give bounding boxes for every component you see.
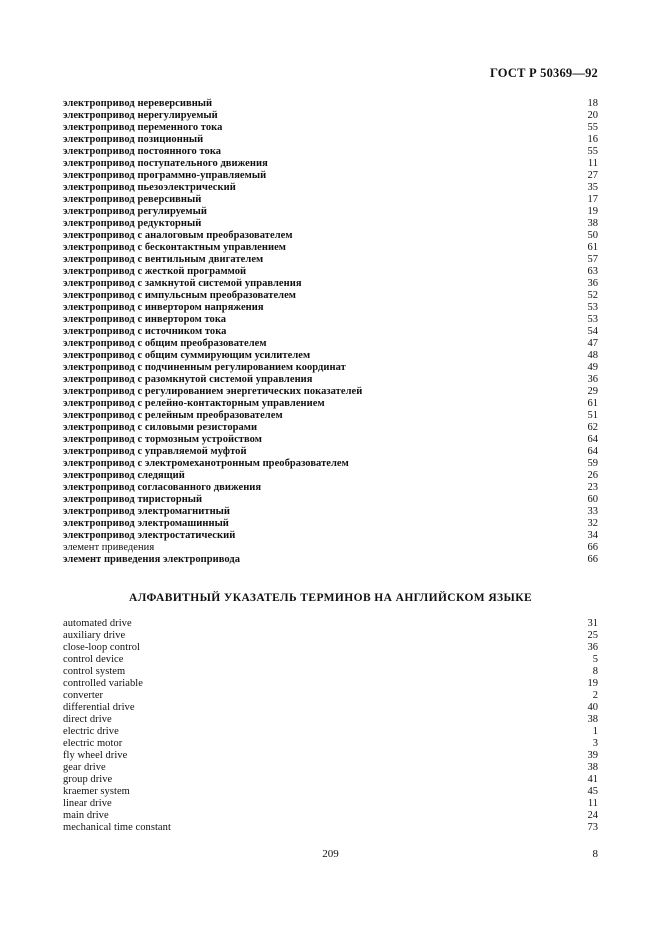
index-entry: [63, 170, 598, 182]
index-page-ref: 52: [587, 290, 598, 301]
index-entry: [63, 618, 598, 630]
index-term: электропривод электромагнитный: [63, 506, 231, 517]
index-entry: [63, 230, 598, 242]
index-term: электропривод нерегулируемый: [63, 110, 218, 121]
index-entry: [63, 122, 598, 134]
index-page-ref: 38: [587, 218, 598, 229]
index-entry: [63, 738, 598, 750]
index-entry: [63, 702, 598, 714]
index-page-ref: 41: [587, 774, 598, 785]
index-entry: [63, 642, 598, 654]
index-page-ref: 66: [587, 554, 598, 565]
index-term: control device: [63, 654, 124, 665]
index-page-ref: 53: [587, 302, 598, 313]
index-entry: [63, 158, 598, 170]
index-entry: [63, 386, 598, 398]
index-page-ref: 36: [587, 278, 598, 289]
index-page-ref: 55: [587, 146, 598, 157]
index-page-ref: 25: [587, 630, 598, 641]
index-entry: [63, 518, 598, 530]
index-page-ref: 64: [587, 446, 598, 457]
index-page-ref: 49: [587, 362, 598, 373]
index-entry: [63, 266, 598, 278]
index-term: электропривод с инвертором напряжения: [63, 302, 264, 313]
index-entry: [63, 726, 598, 738]
index-entry: [63, 482, 598, 494]
index-term: электропривод переменного тока: [63, 122, 223, 133]
index-term: close-loop control: [63, 642, 141, 653]
index-entry: [63, 494, 598, 506]
index-term: электропривод с замкнутой системой управления: [63, 278, 302, 289]
index-term: control system: [63, 666, 126, 677]
index-page-ref: 73: [587, 822, 598, 833]
index-term: электропривод электромашинный: [63, 518, 229, 529]
index-term: electric motor: [63, 738, 123, 749]
index-term: электропривод с разомкнутой системой управления: [63, 374, 313, 385]
index-term: электропривод с регулированием энергетических показателей: [63, 386, 363, 397]
index-page-ref: 51: [587, 410, 598, 421]
index-page-ref: 54: [587, 326, 598, 337]
index-entry: [63, 206, 598, 218]
index-term: электропривод с тормозным устройством: [63, 434, 262, 445]
index-term: gear drive: [63, 762, 106, 773]
index-entry: [63, 314, 598, 326]
index-entry: [63, 110, 598, 122]
index-term: элемент приведения электропривода: [63, 554, 241, 565]
index-page-ref: 20: [587, 110, 598, 121]
index-entry: [63, 666, 598, 678]
index-term: controlled variable: [63, 678, 143, 689]
index-page-ref: 35: [587, 182, 598, 193]
russian-term-index: [63, 98, 598, 566]
index-term: электропривод с управляемой муфтой: [63, 446, 247, 457]
index-entry: [63, 194, 598, 206]
index-page-ref: 3: [592, 738, 598, 749]
index-entry: [63, 362, 598, 374]
index-page-ref: 33: [587, 506, 598, 517]
index-term: электропривод регулируемый: [63, 206, 207, 217]
index-page-ref: 17: [587, 194, 598, 205]
index-entry: [63, 786, 598, 798]
index-page-ref: 59: [587, 458, 598, 469]
index-entry: [63, 338, 598, 350]
index-entry: [63, 134, 598, 146]
index-term: электропривод с силовыми резисторами: [63, 422, 258, 433]
index-page-ref: 5: [592, 654, 598, 665]
index-term: электропривод пьезоэлектрический: [63, 182, 236, 193]
index-entry: [63, 554, 598, 566]
index-term: auxiliary drive: [63, 630, 126, 641]
index-entry: [63, 182, 598, 194]
index-entry: [63, 350, 598, 362]
index-page-ref: 66: [587, 542, 598, 553]
index-term: электропривод с бесконтактным управлением: [63, 242, 287, 253]
index-page-ref: 34: [587, 530, 598, 541]
index-term: group drive: [63, 774, 113, 785]
index-entry: [63, 810, 598, 822]
index-entry: [63, 374, 598, 386]
index-term: electric drive: [63, 726, 119, 737]
index-entry: [63, 254, 598, 266]
index-page-ref: 29: [587, 386, 598, 397]
index-term: электропривод с жесткой программой: [63, 266, 247, 277]
index-entry: [63, 798, 598, 810]
index-entry: [63, 750, 598, 762]
index-term: fly wheel drive: [63, 750, 128, 761]
index-term: элемент приведения: [63, 542, 155, 553]
index-entry: [63, 630, 598, 642]
index-entry: [63, 398, 598, 410]
index-term: электропривод тиристорный: [63, 494, 203, 505]
index-page-ref: 40: [587, 702, 598, 713]
index-entry: [63, 678, 598, 690]
page-number: 209: [322, 848, 339, 860]
index-term: электропривод постоянного тока: [63, 146, 222, 157]
index-page-ref: 47: [587, 338, 598, 349]
index-entry: [63, 530, 598, 542]
index-entry: [63, 762, 598, 774]
index-entry: [63, 410, 598, 422]
index-term: электропривод с электромеханотронным преобразователем: [63, 458, 349, 469]
index-page-ref: 38: [587, 714, 598, 725]
index-term: mechanical time constant: [63, 822, 171, 833]
index-page-ref: 55: [587, 122, 598, 133]
index-term: linear drive: [63, 798, 112, 809]
index-term: электропривод программно-управляемый: [63, 170, 267, 181]
index-term: kraemer system: [63, 786, 130, 797]
index-entry: [63, 506, 598, 518]
index-page-ref: 11: [587, 158, 598, 169]
index-page-ref: 11: [587, 798, 598, 809]
index-term: электропривод согласованного движения: [63, 482, 262, 493]
index-entry: [63, 690, 598, 702]
index-page-ref: 31: [587, 618, 598, 629]
index-term: электропривод поступательного движения: [63, 158, 268, 169]
index-page-ref: 48: [587, 350, 598, 361]
index-term: электропривод с аналоговым преобразователем: [63, 230, 293, 241]
index-page-ref: 32: [587, 518, 598, 529]
index-entry: [63, 470, 598, 482]
index-entry: [63, 422, 598, 434]
index-entry: [63, 458, 598, 470]
index-term: электропривод с общим преобразователем: [63, 338, 267, 349]
index-page-ref: 36: [587, 374, 598, 385]
index-term: main drive: [63, 810, 109, 821]
index-entry: [63, 714, 598, 726]
index-page-ref: 19: [587, 678, 598, 689]
index-page-ref: 1: [592, 726, 598, 737]
index-entry: [63, 302, 598, 314]
index-page-ref: 64: [587, 434, 598, 445]
index-page-ref: 18: [587, 98, 598, 109]
index-page-ref: 36: [587, 642, 598, 653]
index-entry: [63, 326, 598, 338]
english-index-section-title: АЛФАВИТНЫЙ УКАЗАТЕЛЬ ТЕРМИНОВ НА АНГЛИЙСКОМ ЯЗЫКЕ: [128, 592, 533, 604]
index-term: электропривод с подчиненным регулированием координат: [63, 362, 346, 373]
index-page-ref: 24: [587, 810, 598, 821]
index-entry: [63, 218, 598, 230]
index-term: электропривод редукторный: [63, 218, 202, 229]
index-entry: [63, 278, 598, 290]
index-term: электропривод нереверсивный: [63, 98, 213, 109]
index-term: converter: [63, 690, 104, 701]
index-page-ref: 61: [587, 242, 598, 253]
index-entry: [63, 242, 598, 254]
index-page-ref: 62: [587, 422, 598, 433]
index-entry: [63, 654, 598, 666]
index-entry: [63, 290, 598, 302]
index-term: электропривод электростатический: [63, 530, 236, 541]
index-page-ref: 50: [587, 230, 598, 241]
index-term: электропривод позиционный: [63, 134, 204, 145]
index-page-ref: 27: [587, 170, 598, 181]
index-page-ref: 23: [587, 482, 598, 493]
index-term: электропривод с импульсным преобразователем: [63, 290, 297, 301]
index-page-ref: 2: [592, 690, 598, 701]
index-page-ref: 16: [587, 134, 598, 145]
index-entry: [63, 822, 598, 834]
index-term: электропривод следящий: [63, 470, 185, 481]
english-term-index: [63, 618, 598, 834]
index-entry: [63, 434, 598, 446]
index-page-ref: 53: [587, 314, 598, 325]
index-page-ref: 60: [587, 494, 598, 505]
index-term: differential drive: [63, 702, 135, 713]
index-entry: [63, 774, 598, 786]
index-term: электропривод с инвертором тока: [63, 314, 227, 325]
index-page-ref: 19: [587, 206, 598, 217]
index-term: электропривод с вентильным двигателем: [63, 254, 264, 265]
index-term: электропривод с релейным преобразователем: [63, 410, 283, 421]
index-entry: [63, 98, 598, 110]
index-page-ref: 26: [587, 470, 598, 481]
index-entry: [63, 542, 598, 554]
index-page-ref: 45: [587, 786, 598, 797]
index-page-ref: 57: [587, 254, 598, 265]
index-term: электропривод реверсивный: [63, 194, 202, 205]
index-entry: [63, 146, 598, 158]
index-term: электропривод с релейно-контакторным управлением: [63, 398, 325, 409]
index-page-ref: 38: [587, 762, 598, 773]
index-page-ref: 39: [587, 750, 598, 761]
index-page-ref: 8: [592, 666, 598, 677]
index-entry: [63, 446, 598, 458]
index-term: automated drive: [63, 618, 132, 629]
sheet-number: 8: [592, 848, 598, 860]
index-term: direct drive: [63, 714, 112, 725]
index-page-ref: 63: [587, 266, 598, 277]
index-term: электропривод с общим суммирующим усилителем: [63, 350, 311, 361]
document-standard-header: ГОСТ Р 50369—92: [489, 66, 598, 80]
index-page-ref: 61: [587, 398, 598, 409]
index-term: электропривод с источником тока: [63, 326, 227, 337]
